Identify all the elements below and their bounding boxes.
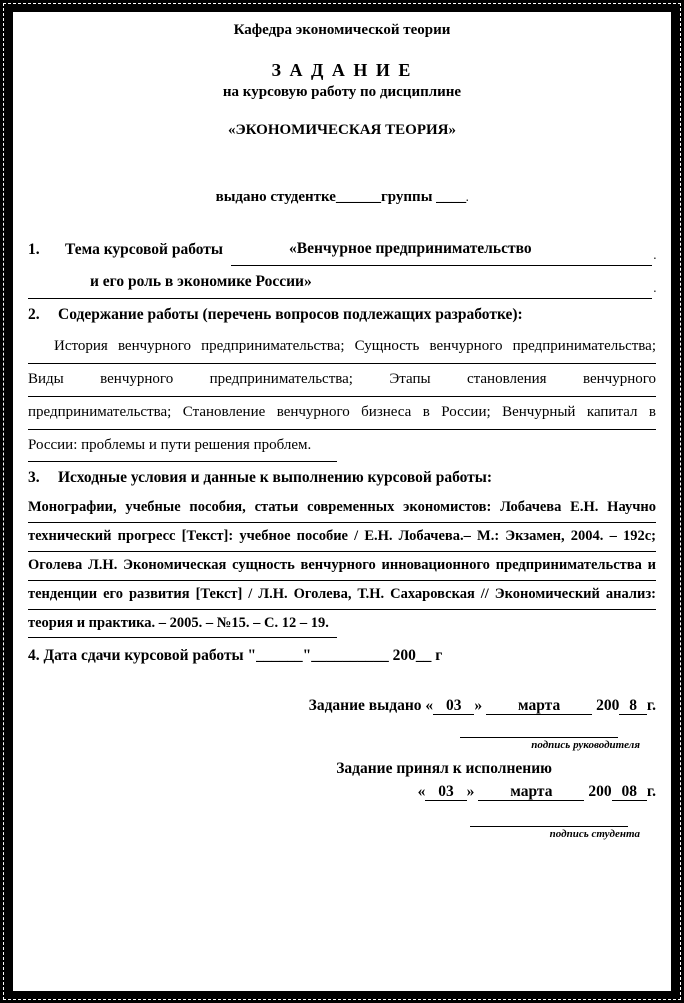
student-signature-caption: подпись студента — [549, 828, 640, 840]
issued-to-line — [28, 187, 656, 208]
accepted-open-quote: « — [417, 783, 426, 800]
issued-label: Задание выдано « — [308, 697, 434, 714]
item1-label: Тема курсовой работы — [65, 241, 224, 258]
item3-content-line — [28, 523, 656, 552]
content-text: технический прогресс [Текст]: учебное пособие / Е.Н. Лобачева.– М.: Экзамен, 2004. – 192с; — [28, 528, 656, 544]
supervisor-signature-caption: подпись руководителя — [531, 739, 640, 751]
item1-number: 1. — [28, 241, 40, 258]
accepted-after-day: » — [466, 783, 479, 800]
item2-content-line — [28, 364, 656, 397]
item3-label: Исходные условия и данные к выполнению курсовой работы: — [58, 469, 493, 486]
item1-line1-period: . — [653, 251, 656, 261]
accepted-tail: г. — [646, 783, 656, 800]
group-number-blank: ____ — [436, 189, 467, 205]
accepted-day-blank: 03 — [425, 783, 466, 801]
item2-content-line — [28, 430, 656, 462]
group-label: группы — [380, 189, 433, 205]
assignment-subtitle: на курсовую работу по дисциплине — [222, 84, 462, 100]
issued-to-label: выдано студентке — [215, 189, 336, 205]
content-text: Виды венчурного предпринимательства; Этапы становления венчурного — [28, 371, 656, 387]
student-signature-line — [470, 813, 628, 827]
item3-number: 3. — [28, 469, 40, 486]
item2-label: Содержание работы (перечень вопросов подлежащих разработке): — [58, 306, 523, 323]
student-name-blank: ______ — [335, 189, 381, 205]
item4-due-date-line: 4. Дата сдачи курсовой работы "______"__________ 200__ г — [28, 647, 443, 664]
content-text: предпринимательства; Становление венчурного бизнеса в России; Венчурный капитал в — [28, 404, 656, 420]
item3-content-line — [28, 610, 656, 639]
item3-content-line — [28, 581, 656, 610]
assignment-accepted-date-line — [28, 780, 656, 804]
assignment-issued-date-line — [28, 695, 656, 717]
accepted-month-blank: марта — [478, 783, 584, 801]
item1-line2-period: . — [653, 284, 656, 294]
item1-line2 — [28, 266, 656, 299]
item1-topic-blank2 — [28, 266, 652, 299]
item1-topic-line2: и его роль в экономике России» — [90, 273, 312, 290]
item1-line1 — [28, 233, 656, 266]
issued-after-day: » — [474, 697, 487, 714]
issued-year-blank: 8 — [619, 697, 647, 715]
content-text: России: проблемы и пути решения проблем. — [28, 430, 337, 462]
issued-line-period: . — [466, 193, 469, 203]
item1-topic-blank — [231, 233, 652, 266]
content-text: Монографии, учебные пособия, статьи современных экономистов: Лобачева Е.Н. Научно — [28, 499, 656, 515]
item3-content-line — [28, 494, 656, 523]
content-text: История венчурного предпринимательства; Сущность венчурного предпринимательства; — [54, 338, 656, 354]
item2-content-line — [28, 397, 656, 430]
item1-topic-line1: «Венчурное предпринимательство — [289, 240, 532, 257]
item3-heading — [28, 462, 656, 494]
issued-day-blank: 03 — [433, 697, 474, 715]
accepted-year-blank: 08 — [612, 783, 647, 801]
item2-heading — [28, 299, 656, 331]
item3-content-line — [28, 552, 656, 581]
discipline-title: «ЭКОНОМИЧЕСКАЯ ТЕОРИЯ» — [228, 122, 456, 138]
assignment-title: З А Д А Н И Е — [271, 60, 413, 80]
assignment-accepted-label: Задание принял к исполнению — [336, 760, 552, 777]
document-page — [11, 10, 673, 993]
issued-month-blank: марта — [486, 697, 592, 715]
department-heading: Кафедра экономической теории — [233, 22, 451, 38]
supervisor-signature-line — [460, 724, 618, 738]
issued-pre-year: 200 — [592, 697, 620, 714]
content-text: Оголева Л.Н. Экономическая сущность венчурного инновационного предпринимательства и — [28, 557, 656, 573]
content-text: тенденции его развития [Текст] / Л.Н. Оголева, Т.Н. Сахаровская // Экономический анализ: — [28, 586, 656, 602]
item2-content-line — [28, 331, 656, 364]
issued-tail: г. — [646, 697, 656, 714]
item2-number: 2. — [28, 306, 40, 323]
content-text: теория и практика. – 2005. – №15. – С. 12 – 19. — [28, 610, 337, 638]
accepted-pre-year: 200 — [584, 783, 612, 800]
